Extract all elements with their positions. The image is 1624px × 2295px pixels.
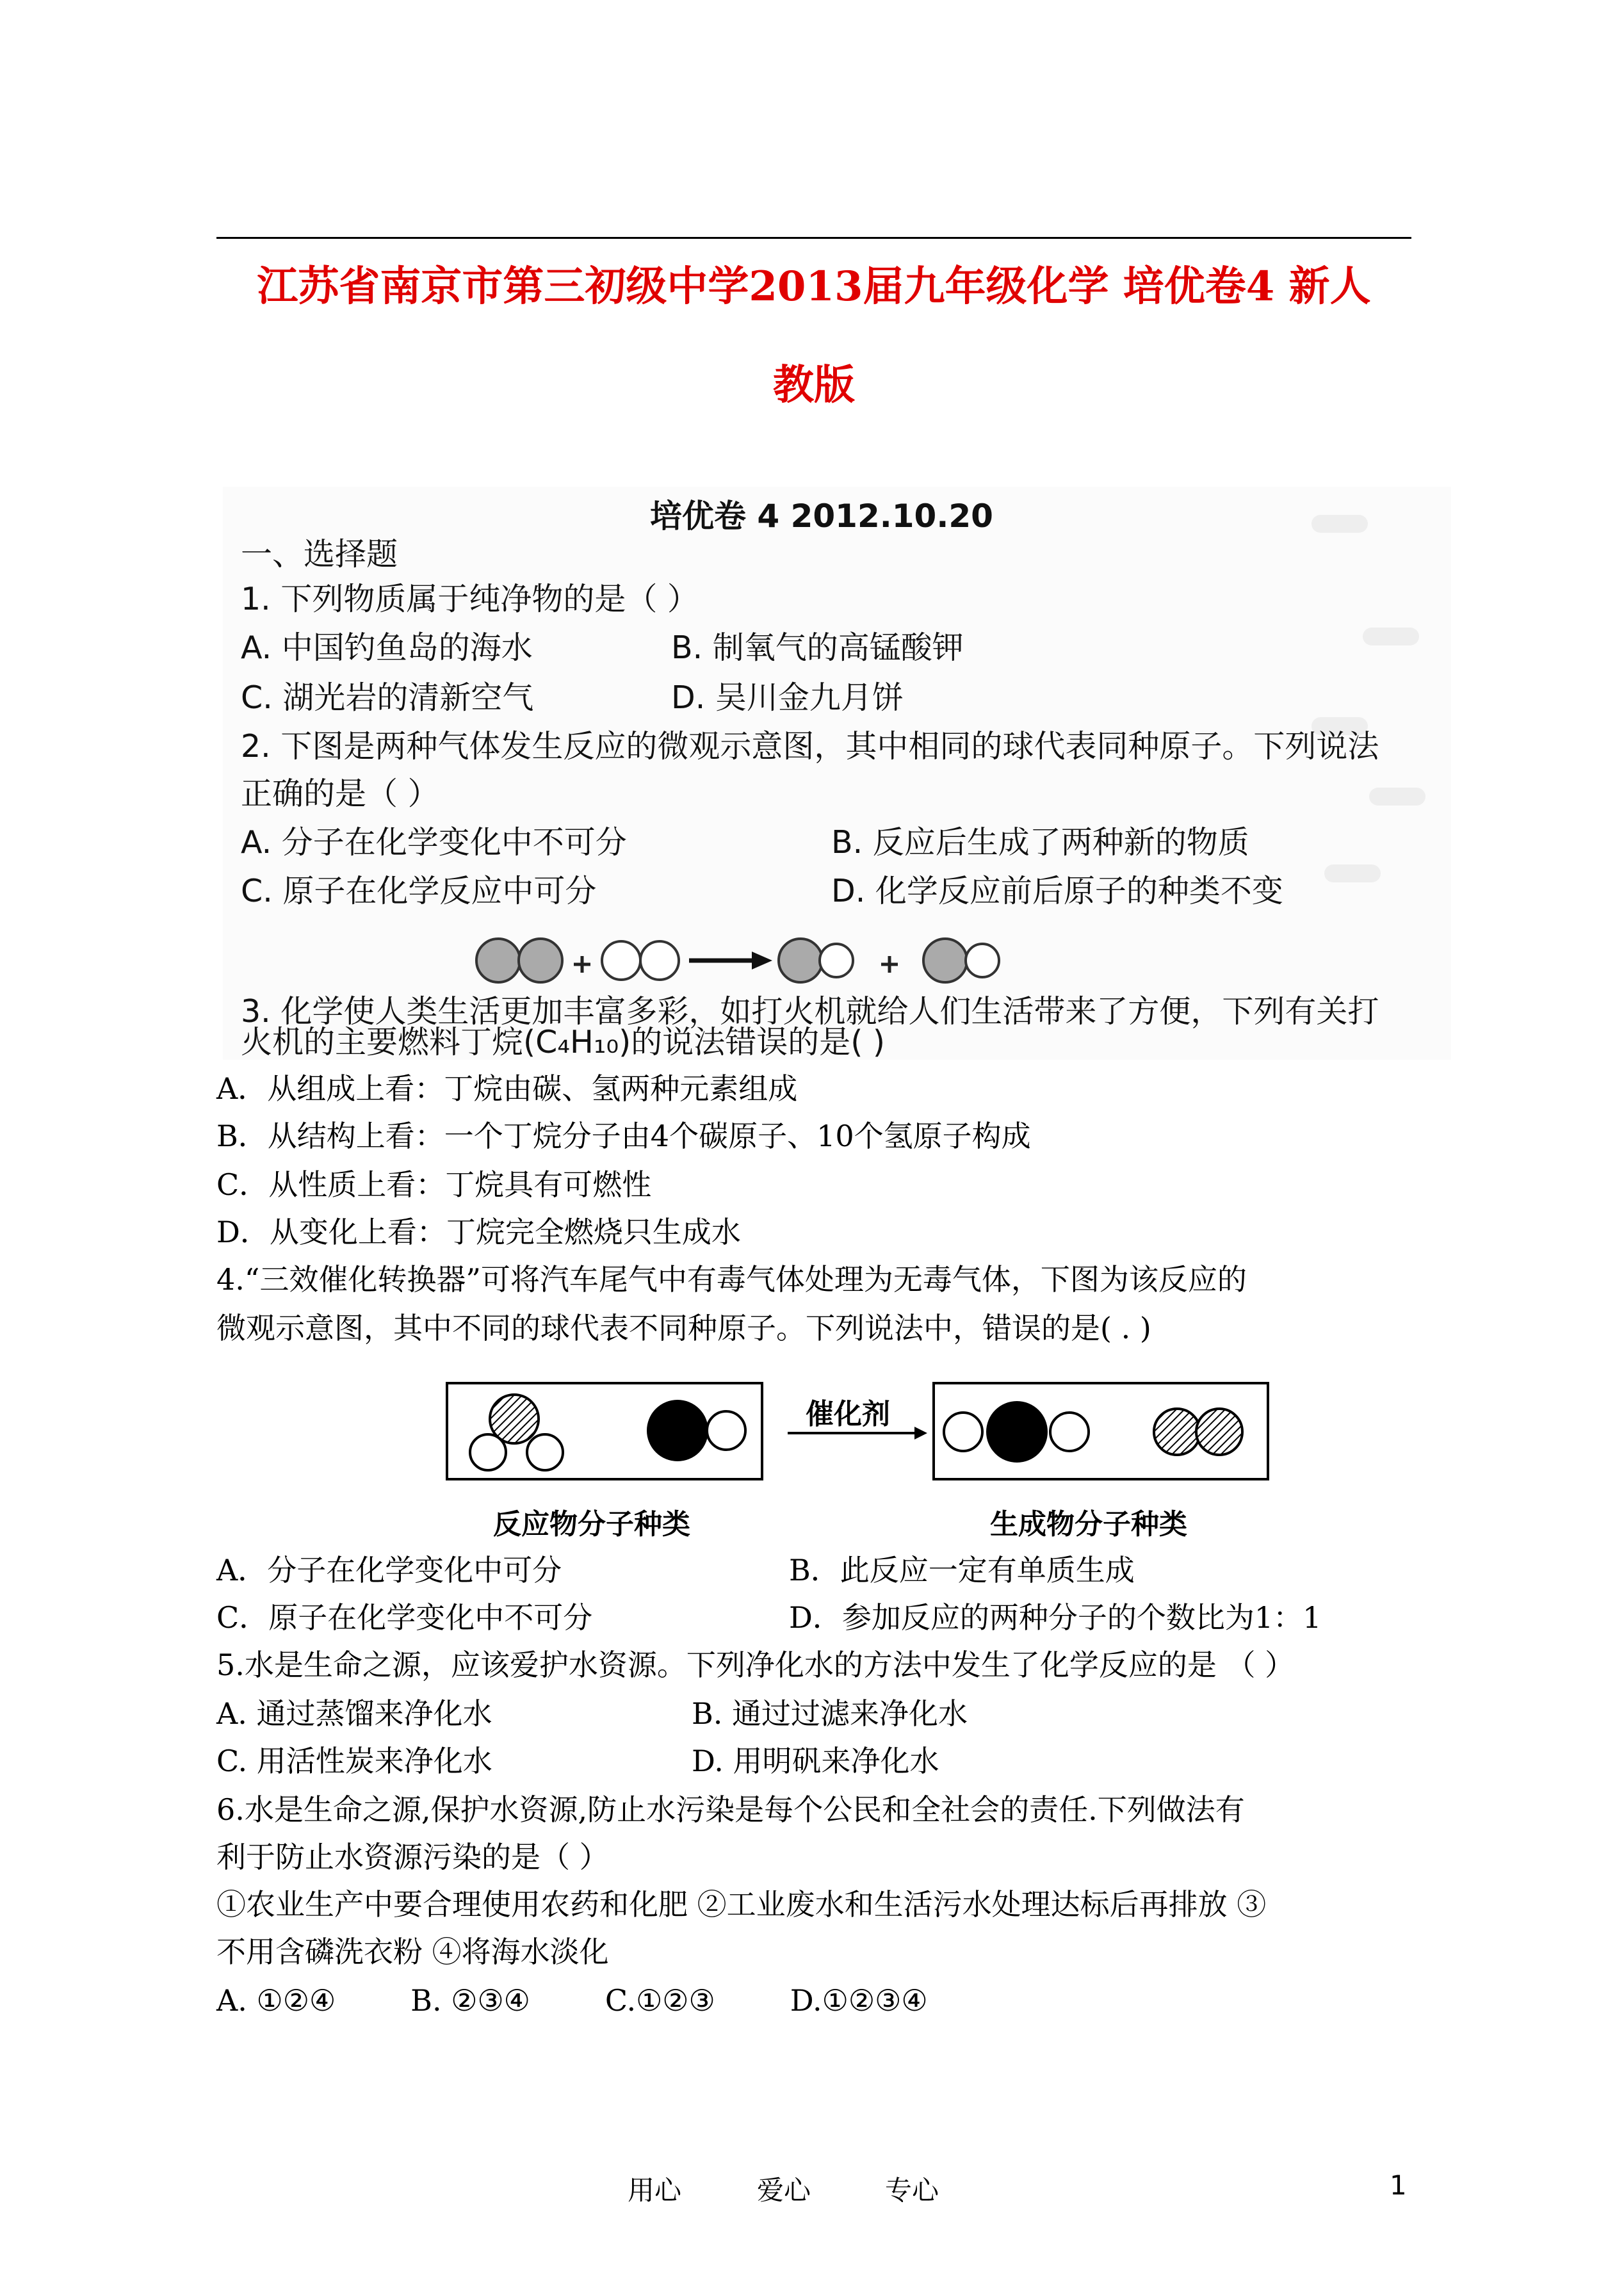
arrow-icon (689, 952, 772, 969)
q4-option-d: D．参加反应的两种分子的个数比为1：1 (789, 1600, 1322, 1635)
q3-option-b: B．从结构上看：一个丁烷分子由4个碳原子、10个氢原子构成 (216, 1119, 1031, 1153)
worksheet-heading: 培优卷 4 2012.10.20 (650, 498, 993, 535)
question-6-line1: 6.水是生命之源,保护水资源,防止水污染是每个公民和全社会的责任.下列做法有 (216, 1792, 1245, 1827)
grey-atom (923, 939, 967, 982)
header-rule (216, 237, 1411, 239)
q2-option-a: A. 分子在化学变化中不可分 (241, 824, 627, 861)
reactants-label: 反应物分子种类 (493, 1508, 690, 1541)
question-6-line4: 不用含磷洗衣粉 ④将海水淡化 (216, 1934, 609, 1969)
black-atom (648, 1401, 707, 1460)
footer-motto-1: 用心 (628, 2175, 682, 2206)
footer-motto-3: 专心 (885, 2175, 939, 2206)
q1-option-c: C. 湖光岩的清新空气 (241, 679, 534, 716)
q1-option-b: B. 制氧气的高锰酸钾 (671, 629, 964, 666)
white-atom (470, 1434, 506, 1470)
catalyst-label: 催化剂 (806, 1398, 890, 1431)
section-heading: 一、选择题 (241, 536, 398, 572)
q5-option-c: C. 用活性炭来净化水 (216, 1744, 492, 1778)
products-label: 生成物分子种类 (990, 1508, 1187, 1541)
document-title-line2: 教版 (773, 361, 855, 409)
white-atom (820, 944, 853, 977)
grey-atom (779, 939, 822, 982)
white-atom (1050, 1413, 1089, 1451)
q2-option-c: C. 原子在化学反应中可分 (241, 873, 597, 909)
question-6-line3: ①农业生产中要合理使用农药和化肥 ②工业废水和生活污水处理达标后再排放 ③ (216, 1887, 1267, 1922)
q5-option-d: D. 用明矾来净化水 (692, 1744, 939, 1778)
question-1: 1. 下列物质属于纯净物的是（ ） (241, 581, 699, 617)
q4-option-b: B．此反应一定有单质生成 (789, 1553, 1135, 1587)
grey-atom (476, 939, 520, 982)
q5-option-b: B. 通过过滤来净化水 (692, 1696, 968, 1731)
question-4-line2: 微观示意图，其中不同的球代表不同种原子。下列说法中，错误的是( . ) (216, 1311, 1151, 1345)
watermark (1311, 515, 1368, 533)
question-3-line1: 3. 化学使人类生活更加丰富多彩，如打火机就给人们生活带来了方便，下列有关打 (241, 993, 1379, 1030)
watermark (1369, 788, 1425, 806)
page-number: 1 (1390, 2169, 1407, 2201)
white-atom (944, 1413, 982, 1451)
q4-option-a: A．分子在化学变化中可分 (216, 1553, 562, 1587)
catalytic-reaction-diagram (442, 1377, 1274, 1543)
footer-motto-2: 爱心 (757, 2175, 811, 2206)
q2-option-b: B. 反应后生成了两种新的物质 (831, 824, 1249, 861)
watermark (1324, 864, 1381, 882)
white-atom (527, 1434, 563, 1470)
q3-option-c: C．从性质上看：丁烷具有可燃性 (216, 1167, 652, 1202)
question-2-line1: 2. 下图是两种气体发生反应的微观示意图，其中相同的球代表同种原子。下列说法 (241, 728, 1379, 765)
q2-option-d: D. 化学反应前后原子的种类不变 (831, 873, 1283, 909)
q1-option-d: D. 吴川金九月饼 (671, 679, 904, 716)
white-atom (707, 1411, 745, 1450)
question-3-line2: 火机的主要燃料丁烷(C₄H₁₀)的说法错误的是( ) (241, 1024, 886, 1060)
reaction-diagram-q2 (223, 926, 1451, 990)
grey-atom (519, 939, 562, 982)
question-4-line1: 4.“三效催化转换器”可将汽车尾气中有毒气体处理为无毒气体，下图为该反应的 (216, 1262, 1247, 1297)
question-5: 5.水是生命之源，应该爱护水资源。下列净化水的方法中发生了化学反应的是 （ ） (216, 1648, 1295, 1682)
question-2-line2: 正确的是（ ） (241, 775, 439, 812)
q4-option-c: C．原子在化学变化中不可分 (216, 1600, 593, 1635)
scanned-worksheet (223, 487, 1451, 1060)
watermark (1363, 628, 1419, 645)
q3-option-a: A．从组成上看：丁烷由碳、氢两种元素组成 (216, 1071, 798, 1106)
hatched-atom (1154, 1409, 1200, 1455)
white-atom (966, 944, 999, 977)
document-title-line1: 江苏省南京市第三初级中学2013届九年级化学 培优卷4 新人 (257, 263, 1371, 311)
q6-options: A. ①②④ B. ②③④ C.①②③ D.①②③④ (216, 1983, 928, 2018)
white-atom (640, 941, 679, 980)
q1-option-a: A. 中国钓鱼岛的海水 (241, 629, 533, 666)
q5-option-a: A. 通过蒸馏来净化水 (216, 1696, 492, 1731)
hatched-atom (1196, 1409, 1242, 1455)
question-6-line2: 利于防止水资源污染的是（ ） (216, 1840, 609, 1874)
white-atom (602, 941, 640, 980)
black-atom (987, 1402, 1046, 1461)
q3-option-d: D．从变化上看：丁烷完全燃烧只生成水 (216, 1215, 741, 1249)
